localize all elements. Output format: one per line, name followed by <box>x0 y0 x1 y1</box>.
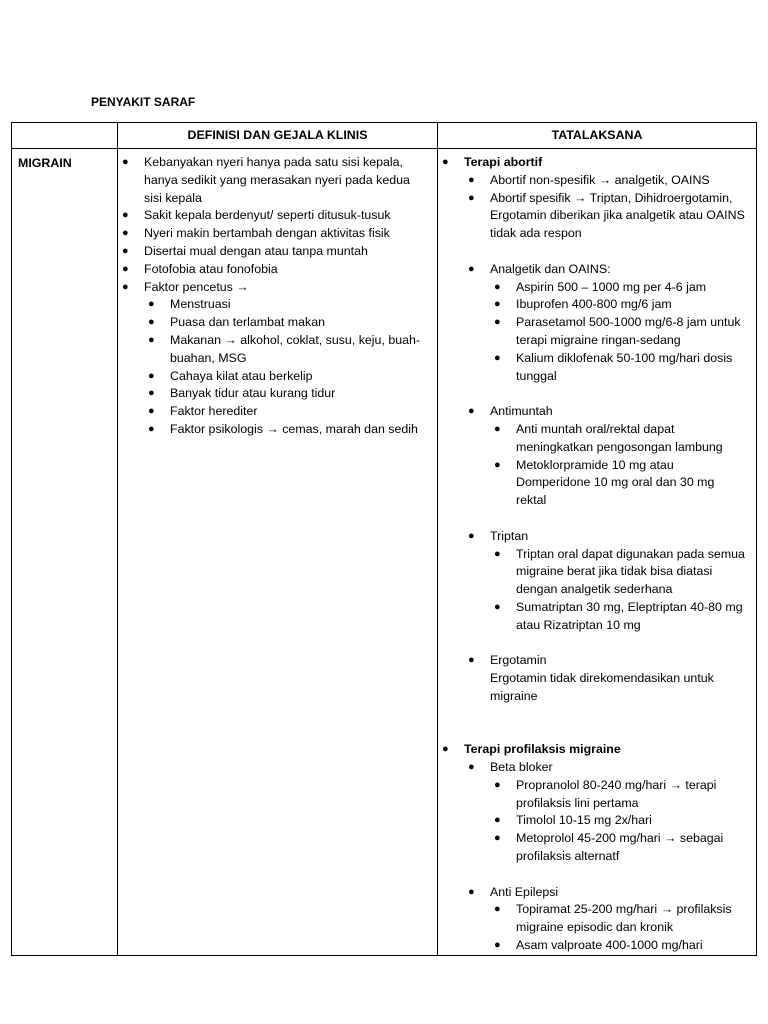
betabloker-list <box>490 777 748 866</box>
analgetik-list <box>490 279 748 386</box>
bullet-icon: ● <box>468 885 475 898</box>
list-item: ● Propranolol 80-240 mg/hari → terapi profilaksis lini pertama <box>494 777 717 810</box>
list-item: ● Metoklorpramide 10 mg atau Domperidone 10 mg oral dan 30 mg rektal <box>494 457 715 508</box>
spacer <box>464 510 748 528</box>
list-item: ● Asam valproate 400-1000 mg/hari <box>490 937 748 955</box>
spacer <box>464 866 748 884</box>
bullet-icon: ● <box>494 778 501 791</box>
bullet-icon: ● <box>494 458 501 471</box>
list-item: ● Faktor herediter <box>144 403 429 421</box>
list-item: ● Cahaya kilat atau berkelip <box>144 368 429 386</box>
list-item: ● Makanan → alkohol, coklat, susu, keju, buah-buahan, MSG <box>148 332 421 365</box>
list-item: ● Ergotamin Ergotamin tidak direkomendasikan untuk migraine <box>468 653 714 703</box>
list-item: ● Sakit kepala berdenyut/ seperti ditusuk-tusuk <box>118 207 429 225</box>
list-item: ● Banyak tidur atau kurang tidur <box>144 385 429 403</box>
list-item: ● Antimuntah ● Anti muntah oral/rektal dapat meningkatkan pengosongan lambung ● Metoklorpramide 10 mg atau Domperidone 10 mg oral dan 30 mg rektal <box>464 403 748 510</box>
bullet-icon: ● <box>148 316 155 329</box>
gejala-list <box>118 154 429 439</box>
list-item: ● Terapi abortif ● Abortif non-spesifik → analgetik, OAINS ● Abortif spesifik → Triptan, Dihidroergotamin, Ergotamin diberikan jika analgetik atau OAINS tidak ada respon ● Analgetik dan OAINS: ● Aspirin 500 – 1000 mg per 4-6 jam ● Ibuprofen 400-800 mg/6 jam ● Parasetamol 500-1000 mg/6-8 jam untuk terapi migraine ringan-sedang ● Kalium diklofenak 50-100 mg/hari dosis tunggal ● Antimuntah ● Anti muntah oral/rektal dapat meningkatkan pengosongan lambung ● Metoklorpramide 10 mg atau Domperidone 10 mg oral dan 30 mg rektal ● Triptan ● Triptan oral dapat digunakan pada semua migraine berat jika tidak bisa diatasi dengan analgetik sederhana ● Sumatriptan 30 mg, Eleptriptan 40-80 mg atau Rizatriptan 10 mg ● Ergotamin Ergotamin tidak direkomendasikan untuk migraine <box>438 154 748 706</box>
list-item: ● Fotofobia atau fonofobia <box>118 261 429 279</box>
list-item: ● Topiramat 25-200 mg/hari → profilaksis migraine episodic dan kronik <box>494 902 732 935</box>
abortif-list <box>464 172 748 706</box>
bullet-icon: ● <box>494 832 501 845</box>
bullet-icon: ● <box>122 209 129 222</box>
antimuntah-list <box>490 421 748 510</box>
bullet-icon: ● <box>494 351 501 364</box>
bullet-icon: ● <box>122 262 129 275</box>
bullet-icon: ● <box>122 280 129 293</box>
bullet-icon: ● <box>148 387 155 400</box>
bullet-icon: ● <box>468 405 475 418</box>
bullet-icon: ● <box>442 743 449 756</box>
bullet-icon: ● <box>122 244 129 257</box>
bullet-icon: ● <box>442 156 449 168</box>
bullet-icon: ● <box>148 333 155 346</box>
list-item: ● Anti muntah oral/rektal dapat meningkatkan pengosongan lambung <box>494 421 723 454</box>
bullet-icon: ● <box>122 156 129 168</box>
bullet-icon: ● <box>494 422 501 435</box>
bullet-icon: ● <box>494 298 501 311</box>
spacer <box>438 706 748 742</box>
triptan-list <box>490 546 748 635</box>
list-item: ● Anti Epilepsi ● Topiramat 25-200 mg/hari → profilaksis migraine episodic dan kronik ● Asam valproate 400-1000 mg/hari <box>464 884 748 955</box>
bullet-icon: ● <box>468 173 475 186</box>
list-item: ● Analgetik dan OAINS: ● Aspirin 500 – 1000 mg per 4-6 jam ● Ibuprofen 400-800 mg/6 jam ● Parasetamol 500-1000 mg/6-8 jam untuk terapi migraine ringan-sedang ● Kalium diklofenak 50-100 mg/hari dosis tunggal <box>464 261 748 386</box>
document-title: PENYAKIT SARAF <box>91 95 196 109</box>
bullet-icon: ● <box>122 227 129 240</box>
spacer <box>464 243 748 261</box>
list-item: ● Triptan ● Triptan oral dapat digunakan pada semua migraine berat jika tidak bisa diatasi dengan analgetik sederhana ● Sumatriptan 30 mg, Eleptriptan 40-80 mg atau Rizatriptan 10 mg <box>464 528 748 635</box>
list-item: ● Menstruasi <box>144 296 429 314</box>
bullet-icon: ● <box>468 761 475 774</box>
profilaksis-list <box>464 759 748 955</box>
bullet-icon: ● <box>494 600 501 613</box>
spacer <box>464 635 748 653</box>
list-item: ● Beta bloker ● Propranolol 80-240 mg/hari → terapi profilaksis lini pertama ● Timolol 10-15 mg 2x/hari ● Metoprolol 45-200 mg/hari → sebagai profilaksis alternatf <box>464 759 748 866</box>
list-item: ● Terapi profilaksis migraine ● Beta bloker ● Propranolol 80-240 mg/hari → terapi profilaksis lini pertama ● Timolol 10-15 mg 2x/hari ● Metoprolol 45-200 mg/hari → sebagai profilaksis alternatf ● Anti Epilepsi ● Topiramat 25-200 mg/hari → profilaksis migraine episodic dan kronik ● Asam valproate 400-1000 mg/hari <box>438 741 748 955</box>
tatalaksana-list <box>438 154 748 955</box>
list-item: ● Abortif spesifik → Triptan, Dihidroergotamin, Ergotamin diberikan jika analgetik atau OAINS tidak ada respon <box>468 190 745 241</box>
list-item: ● Metoprolol 45-200 mg/hari → sebagai profilaksis alternatf <box>494 831 724 864</box>
bullet-icon: ● <box>468 262 475 275</box>
list-item: ● Disertai mual dengan atau tanpa muntah <box>118 243 429 261</box>
spacer <box>464 385 748 403</box>
disease-table <box>11 122 757 956</box>
list-item: ● Parasetamol 500-1000 mg/6-8 jam untuk terapi migraine ringan-sedang <box>494 315 741 347</box>
list-item: ● Timolol 10-15 mg 2x/hari <box>490 812 748 830</box>
list-item: ● Puasa dan terlambat makan <box>144 314 429 332</box>
list-item: ● Sumatriptan 30 mg, Eleptriptan 40-80 mg atau Rizatriptan 10 mg <box>494 599 743 632</box>
list-item: ● Aspirin 500 – 1000 mg per 4-6 jam <box>490 279 748 297</box>
bullet-icon: ● <box>494 280 501 293</box>
row-label: MIGRAIN <box>12 149 118 956</box>
bullet-icon: ● <box>148 369 155 382</box>
bullet-icon: ● <box>468 654 475 667</box>
bullet-icon: ● <box>148 422 155 435</box>
bullet-icon: ● <box>494 814 501 827</box>
list-item: ● Abortif non-spesifik → analgetik, OAINS <box>464 172 748 190</box>
bullet-icon: ● <box>494 939 501 952</box>
table-header-row <box>12 123 757 149</box>
list-item: ● Kebanyakan nyeri hanya pada satu sisi kepala, hanya sedikit yang merasakan nyeri pada kedua sisi kepala <box>122 155 410 205</box>
header-definisi: DEFINISI DAN GEJALA KLINIS <box>118 123 438 149</box>
list-item: ● Triptan oral dapat digunakan pada semua migraine berat jika tidak bisa diatasi dengan analgetik sederhana <box>494 546 745 597</box>
bullet-icon: ● <box>468 529 475 542</box>
bullet-icon: ● <box>148 298 155 311</box>
bullet-icon: ● <box>494 547 501 560</box>
header-tatalaksana: TATALAKSANA <box>438 123 757 149</box>
pencetus-list <box>144 296 429 438</box>
table-row <box>12 149 757 956</box>
antiepilepsi-list <box>490 901 748 954</box>
tatalaksana-cell <box>438 149 757 956</box>
bullet-icon: ● <box>468 191 475 204</box>
bullet-icon: ● <box>494 903 501 916</box>
list-item: ● Nyeri makin bertambah dengan aktivitas fisik <box>118 225 429 243</box>
gejala-cell <box>118 149 438 956</box>
list-item: ● Faktor psikologis → cemas, marah dan sedih <box>144 421 429 439</box>
bullet-icon: ● <box>148 405 155 418</box>
list-item: ● Faktor pencetus → ● Menstruasi ● Puasa dan terlambat makan ● Makanan → alkohol, coklat, susu, keju, buah-buahan, MSG ● Cahaya kilat atau berkelip ● Banyak tidur atau kurang tidur ● Faktor herediter ● Faktor psikologis → cemas, marah dan sedih <box>118 279 429 439</box>
bullet-icon: ● <box>494 316 501 329</box>
list-item: ● Kalium diklofenak 50-100 mg/hari dosis tunggal <box>494 350 733 383</box>
header-empty <box>12 123 118 149</box>
list-item: ● Ibuprofen 400-800 mg/6 jam <box>490 296 748 314</box>
